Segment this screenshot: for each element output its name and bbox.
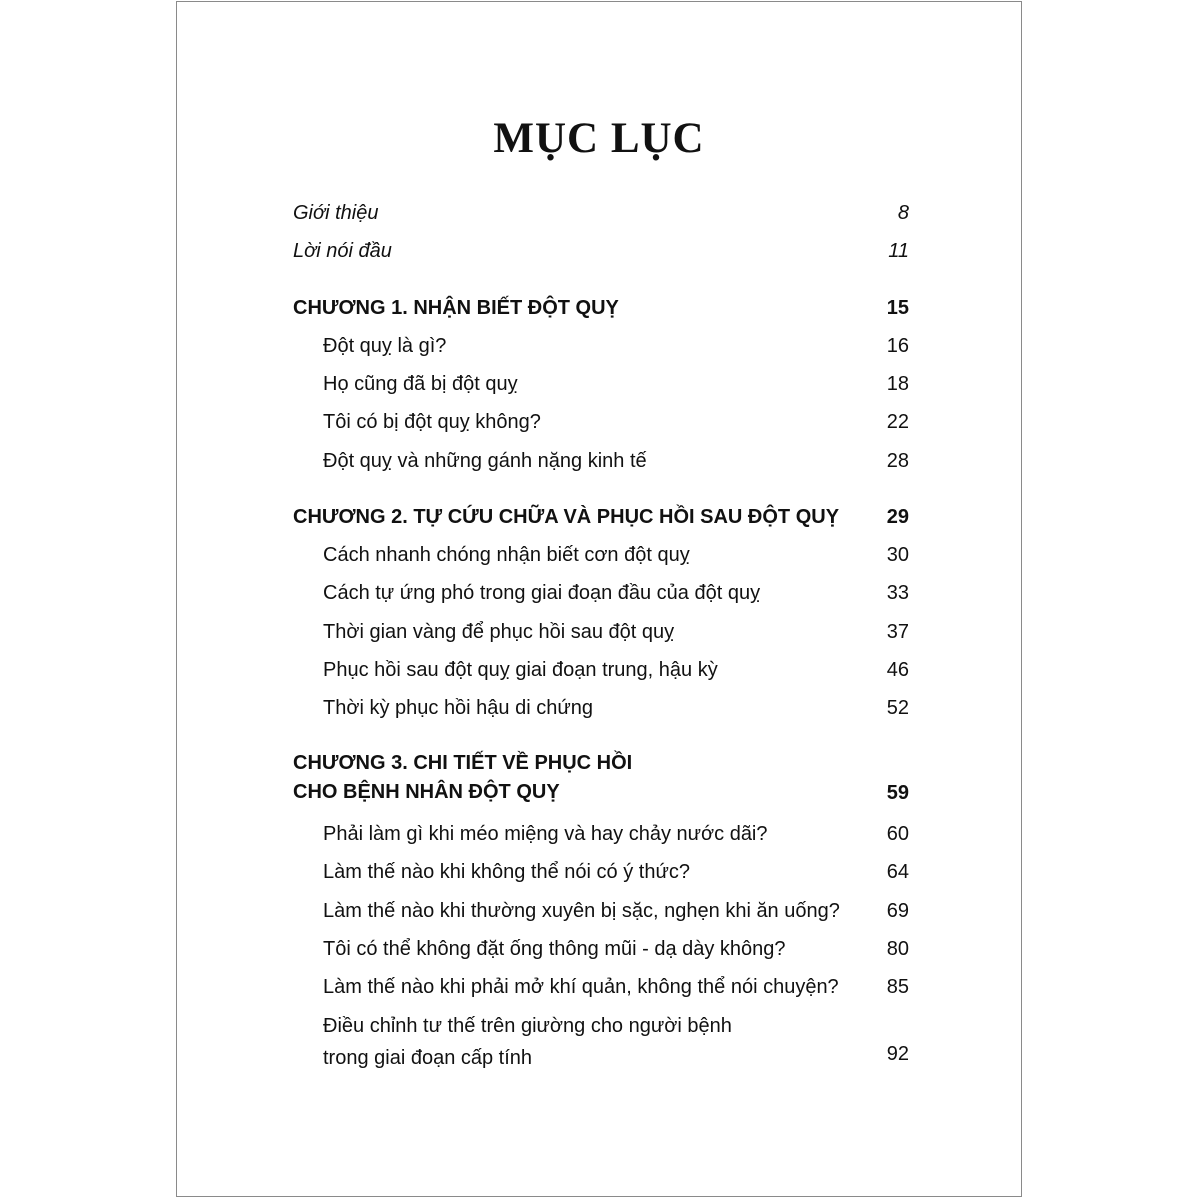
toc-entry-label: Thời gian vàng để phục hồi sau đột quỵ xyxy=(323,621,675,643)
chapter-title xyxy=(293,749,632,807)
chapter-page: 29 xyxy=(886,506,909,528)
toc-entry-page: 22 xyxy=(886,411,909,433)
toc-entry-page: 37 xyxy=(886,621,909,643)
toc-entry-label: Giới thiệu xyxy=(293,202,379,224)
toc-entry-page: 46 xyxy=(886,659,909,681)
toc-entry-label xyxy=(323,1010,732,1074)
toc-entry-label: Họ cũng đã bị đột quỵ xyxy=(323,373,518,395)
toc-chapter-3 xyxy=(293,749,909,805)
toc-entry-label: Đột quỵ là gì? xyxy=(323,335,447,357)
toc-entry-page: 92 xyxy=(886,1043,909,1065)
book-page xyxy=(176,1,1022,1197)
toc-entry-page: 52 xyxy=(886,697,909,719)
page-title: MỤC LỤC xyxy=(493,115,705,162)
toc-entry-label: Tôi có thể không đặt ống thông mũi - dạ dày không? xyxy=(323,938,786,960)
toc-entry-label: Cách tự ứng phó trong giai đoạn đầu của đột quỵ xyxy=(323,582,761,604)
toc-entry-label: Phục hồi sau đột quỵ giai đoạn trung, hậu kỳ xyxy=(323,659,718,681)
toc-entry-label: Thời kỳ phục hồi hậu di chứng xyxy=(323,697,593,719)
toc-entry-label: Làm thế nào khi không thể nói có ý thức? xyxy=(323,861,690,883)
toc-entry-page: 64 xyxy=(886,861,909,883)
toc-entry-page: 33 xyxy=(886,582,909,604)
toc-entry-label: Làm thế nào khi thường xuyên bị sặc, nghẹn khi ăn uống? xyxy=(323,900,840,922)
toc-entry-label-line-1: Điều chỉnh tư thế trên giường cho người bệnh xyxy=(323,1015,732,1037)
toc-entry-page: 85 xyxy=(886,976,909,998)
chapter-page: 15 xyxy=(886,297,909,319)
chapter-title-line-1: CHƯƠNG 3. CHI TIẾT VỀ PHỤC HỒI xyxy=(293,752,633,774)
chapter-page: 59 xyxy=(886,782,909,804)
toc-entry-label: Đột quỵ và những gánh nặng kinh tế xyxy=(323,450,647,472)
toc-entry-page: 28 xyxy=(886,450,909,472)
toc-entry-label: Làm thế nào khi phải mở khí quản, không thể nói chuyện? xyxy=(323,976,839,998)
toc-entry-label: Tôi có bị đột quỵ không? xyxy=(323,411,541,433)
toc-entry-page: 69 xyxy=(886,900,909,922)
toc-entry-label: Cách nhanh chóng nhận biết cơn đột quỵ xyxy=(323,544,690,566)
toc-entry-page: 16 xyxy=(886,335,909,357)
toc-entry-label: Lời nói đầu xyxy=(293,240,392,262)
toc-entry-page: 18 xyxy=(886,373,909,395)
toc-entry-label-line-2: trong giai đoạn cấp tính xyxy=(323,1047,533,1069)
toc-entry-label: Phải làm gì khi méo miệng và hay chảy nước dãi? xyxy=(323,823,768,845)
toc-entry xyxy=(293,1010,909,1069)
toc-entry-page: 8 xyxy=(897,202,909,224)
chapter-title: CHƯƠNG 2. TỰ CỨU CHỮA VÀ PHỤC HỒI SAU ĐỘT QUỴ xyxy=(293,506,840,528)
toc-entry-page: 30 xyxy=(886,544,909,566)
toc-entry-page: 60 xyxy=(886,823,909,845)
chapter-title: CHƯƠNG 1. NHẬN BIẾT ĐỘT QUỴ xyxy=(293,297,619,319)
toc-entry-page: 80 xyxy=(886,938,909,960)
toc-entry-page: 11 xyxy=(888,240,909,262)
chapter-title-line-2: CHO BỆNH NHÂN ĐỘT QUỴ xyxy=(293,781,560,803)
